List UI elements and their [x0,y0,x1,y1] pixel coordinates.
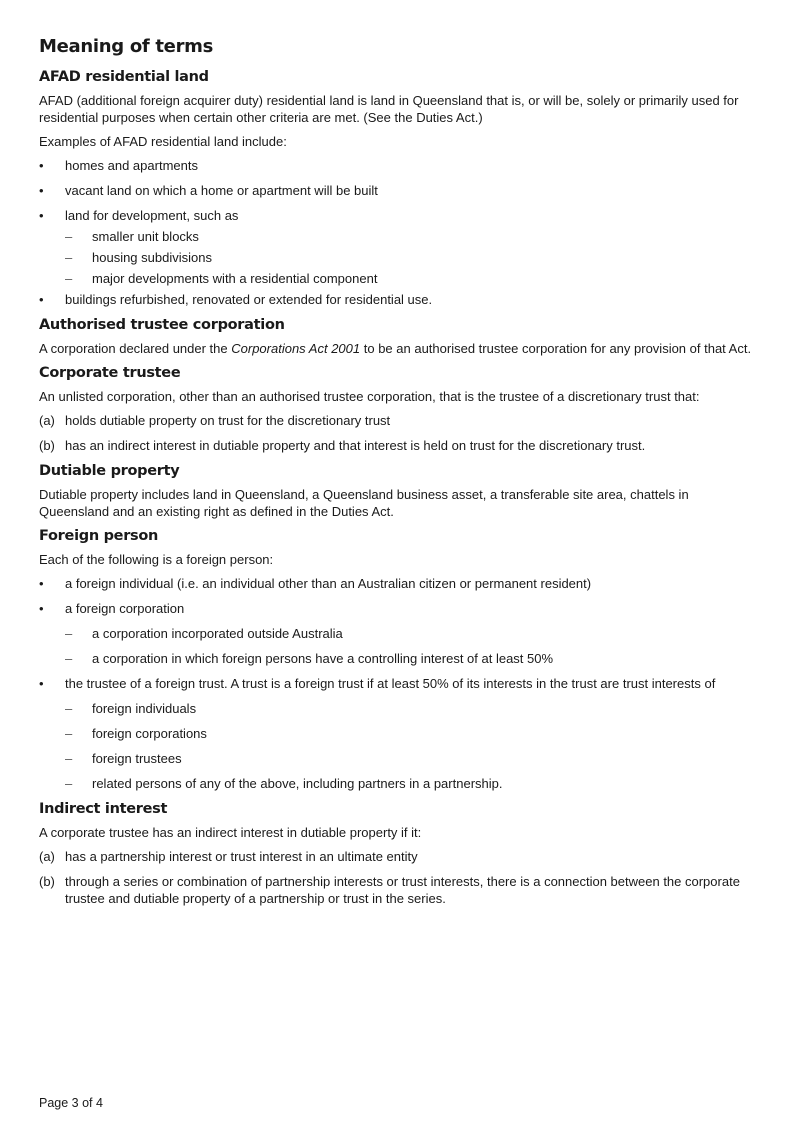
sub-list-item [39,650,761,667]
list-item-text: homes and apartments [65,158,198,173]
list-marker: (a) [39,849,55,864]
sub-list-item-text: foreign individuals [92,701,197,716]
list-item-text: a foreign individual (i.e. an individual other than an Australian citizen or permanent resident) [65,576,592,591]
bullet-marker: • [39,208,44,223]
corporate-trustee-list [39,412,761,454]
list-item [39,600,761,617]
document-page [39,36,761,915]
corporate-trustee-intro: An unlisted corporation, other than an authorised trustee corporation, that is the trustee of a discretionary trust that: [39,389,700,404]
act-name: Corporations Act 2001 [231,341,361,356]
bullet-marker: • [39,292,44,307]
dash-marker: – [65,751,73,766]
sub-list-item-text: related persons of any of the above, including partners in a partnership. [92,776,503,791]
heading-foreign-person: Foreign person [39,528,159,544]
sub-list-item-text: a corporation incorporated outside Australia [92,626,343,641]
dash-marker: – [65,271,73,286]
list-item-text: buildings refurbished, renovated or extended for residential use. [65,292,433,307]
sub-list-item-text: housing subdivisions [92,250,212,265]
section-dutiable-property [39,462,761,520]
indirect-interest-intro: A corporate trustee has an indirect interest in dutiable property if it: [39,825,422,840]
bullet-marker: • [39,576,44,591]
sub-list-item [39,228,761,245]
sub-list-item-text: major developments with a residential component [92,271,378,286]
list-item-text: has an indirect interest in dutiable property and that interest is held on trust for the discretionary trust. [65,438,646,453]
sub-list-item [39,775,761,792]
bullet-marker: • [39,183,44,198]
sub-list-item [39,700,761,717]
afad-examples-list [39,157,761,308]
heading-dutiable-property: Dutiable property [39,463,180,479]
dash-marker: – [65,229,73,244]
list-item-text: holds dutiable property on trust for the discretionary trust [65,413,391,428]
sub-list-item-text: smaller unit blocks [92,229,199,244]
dash-marker: – [65,250,73,265]
list-item [39,575,761,592]
section-corporate-trustee [39,364,761,454]
foreign-person-list [39,575,761,792]
list-item-text: the trustee of a foreign trust. A trust is a foreign trust if at least 50% of its interests in the trust are trust interests of [65,676,716,691]
list-item-text: vacant land on which a home or apartment will be built [65,183,378,198]
heading-authorised-trustee-corporation: Authorised trustee corporation [39,317,285,333]
dash-marker: – [65,776,73,791]
sub-list-item [39,270,761,287]
page-number-footer: Page 3 of 4 [39,1096,103,1110]
sub-list-item [39,725,761,742]
heading-indirect-interest: Indirect interest [39,801,168,817]
list-item [39,207,761,224]
authorised-text-after: to be an authorised trustee corporation for any provision of that Act. [360,341,752,356]
list-item [39,848,761,865]
list-marker: (a) [39,413,55,428]
list-item [39,437,761,454]
list-item-text: through a series or combination of partnership interests or trust interests, there is a connection between the corporate trustee and dutiable property of a partnership or trust in the series. [65,874,740,906]
foreign-person-intro: Each of the following is a foreign person: [39,552,274,567]
bullet-marker: • [39,601,44,616]
sub-list-item-text: foreign trustees [92,751,182,766]
page-title: Meaning of terms [39,36,214,57]
list-item-text: a foreign corporation [65,601,185,616]
afad-intro: AFAD (additional foreign acquirer duty) residential land is land in Queensland that is, or will be, solely or primarily used for residential purposes when certain other criteria are met. (See the Duties Act.) [39,93,739,125]
authorised-text-before: A corporation declared under the [39,341,232,356]
list-item [39,182,761,199]
list-item [39,675,761,692]
bullet-marker: • [39,158,44,173]
list-item-text: has a partnership interest or trust interest in an ultimate entity [65,849,418,864]
dash-marker: – [65,651,73,666]
list-item [39,412,761,429]
section-afad-residential-land [39,68,761,308]
sub-list-item [39,249,761,266]
indirect-interest-list [39,848,761,907]
sub-list-item-text: a corporation in which foreign persons have a controlling interest of at least 50% [92,651,554,666]
sub-list-item [39,625,761,642]
dash-marker: – [65,626,73,641]
list-marker: (b) [39,438,55,453]
sub-list-item [39,750,761,767]
afad-examples-lead: Examples of AFAD residential land include: [39,134,287,149]
list-item [39,157,761,174]
list-item [39,873,761,907]
heading-afad-residential-land: AFAD residential land [39,69,209,85]
heading-corporate-trustee: Corporate trustee [39,365,181,381]
bullet-marker: • [39,676,44,691]
section-authorised-trustee-corporation [39,316,761,357]
authorised-definition [39,340,761,357]
dash-marker: – [65,726,73,741]
list-marker: (b) [39,874,55,889]
sub-list-item-text: foreign corporations [92,726,207,741]
list-item [39,291,761,308]
section-foreign-person [39,527,761,792]
dash-marker: – [65,701,73,716]
section-indirect-interest [39,800,761,907]
list-item-text: land for development, such as [65,208,239,223]
dutiable-definition: Dutiable property includes land in Queensland, a Queensland business asset, a transferable site area, chattels in Queensland and an existing right as defined in the Duties Act. [39,487,689,519]
